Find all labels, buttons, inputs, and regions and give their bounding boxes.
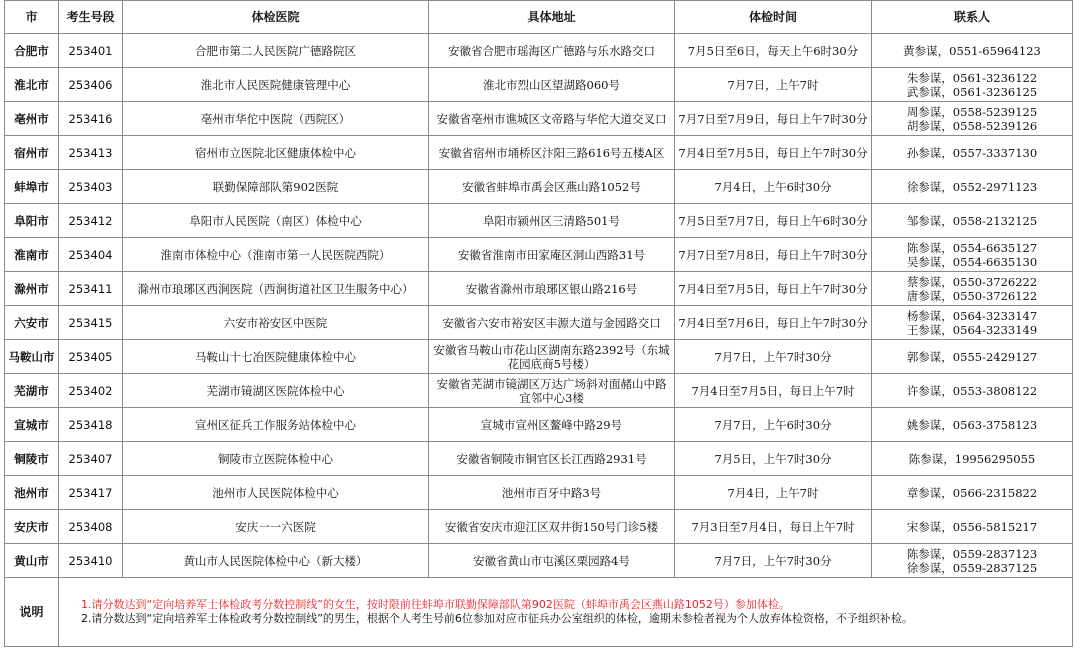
row-hospital: 亳州市华佗中医院（西院区）	[123, 102, 429, 136]
row-time: 7月4日至7月5日，每日上午7时	[675, 374, 872, 408]
header-contact: 联系人	[872, 1, 1073, 34]
contact-entry: 朱参谋，0561-3236122	[906, 70, 1038, 85]
row-hospital: 马鞍山十七冶医院健康体检中心	[123, 340, 429, 374]
header-row	[5, 1, 1073, 34]
row-hospital: 铜陵市立医院体检中心	[123, 442, 429, 476]
row-hospital: 安庆一一六医院	[123, 510, 429, 544]
row-address: 安徽省淮南市田家庵区洞山西路31号	[429, 238, 675, 272]
row-hospital: 淮北市人民医院健康管理中心	[123, 68, 429, 102]
row-hospital: 滁州市琅琊区西涧医院（西涧街道社区卫生服务中心）	[123, 272, 429, 306]
row-city: 蚌埠市	[5, 170, 59, 204]
row-time: 7月7日，上午7时30分	[675, 544, 872, 578]
row-hospital: 黄山市人民医院体检中心（新大楼）	[123, 544, 429, 578]
row-city: 马鞍山市	[5, 340, 59, 374]
contact-entry: 陈参谋，0554-6635127	[906, 240, 1038, 255]
header-code-range: 考生号段	[59, 1, 123, 34]
row-contacts	[872, 68, 1073, 102]
table-row	[5, 34, 1073, 68]
contact-entry: 徐参谋，0552-2971123	[906, 179, 1038, 194]
row-city: 安庆市	[5, 510, 59, 544]
contact-entry: 黄参谋，0551-65964123	[903, 43, 1041, 58]
row-address: 安徽省黄山市屯溪区栗园路4号	[429, 544, 675, 578]
row-contacts	[872, 238, 1073, 272]
row-code: 253418	[59, 408, 123, 442]
table-row	[5, 306, 1073, 340]
row-code: 253416	[59, 102, 123, 136]
contact-entry: 蔡参谋，0550-3726222	[906, 274, 1038, 289]
contact-entry: 孙参谋，0557-3337130	[906, 145, 1038, 160]
header-time: 体检时间	[675, 1, 872, 34]
row-city: 宣城市	[5, 408, 59, 442]
row-time: 7月4日，上午7时	[675, 476, 872, 510]
note-line-1: 1.请分数达到“定向培养军士体检政考分数控制线”的女生，按时限前往蚌埠市联勤保障部队第902医院（蚌埠市禹会区燕山路1052号）参加体检。	[81, 598, 790, 611]
row-code: 253408	[59, 510, 123, 544]
row-code: 253407	[59, 442, 123, 476]
row-hospital: 宣州区征兵工作服务站体检中心	[123, 408, 429, 442]
row-hospital: 合肥市第二人民医院广德路院区	[123, 34, 429, 68]
row-time: 7月4日至7月5日，每日上午7时30分	[675, 136, 872, 170]
exam-schedule-table	[4, 0, 1073, 647]
row-time: 7月4日至7月6日，每日上午7时30分	[675, 306, 872, 340]
table-row	[5, 544, 1073, 578]
contact-entry: 宋参谋，0556-5815217	[906, 519, 1038, 534]
row-contacts	[872, 34, 1073, 68]
row-time: 7月5日至6日，每天上午6时30分	[675, 34, 872, 68]
row-code: 253401	[59, 34, 123, 68]
row-hospital: 宿州市立医院北区健康体检中心	[123, 136, 429, 170]
row-address: 安徽省马鞍山市花山区湖南东路2392号（东城花园底商5号楼）	[429, 340, 675, 374]
row-time: 7月7日至7月8日，每日上午7时30分	[675, 238, 872, 272]
row-time: 7月4日至7月5日，每日上午7时30分	[675, 272, 872, 306]
row-time: 7月7日，上午7时	[675, 68, 872, 102]
row-code: 253413	[59, 136, 123, 170]
table-row	[5, 68, 1073, 102]
contact-entry: 吴参谋，0554-6635130	[906, 254, 1038, 269]
row-address: 安徽省安庆市迎江区双井街150号门诊5楼	[429, 510, 675, 544]
notes-label: 说明	[5, 578, 59, 647]
row-contacts	[872, 442, 1073, 476]
row-hospital: 联勤保障部队第902医院	[123, 170, 429, 204]
contact-entry: 周参谋，0558-5239125	[906, 104, 1038, 119]
contact-entry: 唐参谋，0550-3726122	[906, 288, 1038, 303]
row-time: 7月7日，上午6时30分	[675, 408, 872, 442]
contact-entry: 武参谋，0561-3236125	[906, 84, 1038, 99]
note-line-2: 2.请分数达到“定向培养军士体检政考分数控制线”的男生，根据个人考生号前6位参加对应市征兵办公室组织的体检，逾期未参检者视为个人放弃体检资格，不予组织补检。	[81, 612, 913, 625]
row-time: 7月7日至7月9日，每日上午7时30分	[675, 102, 872, 136]
row-code: 253415	[59, 306, 123, 340]
row-city: 淮北市	[5, 68, 59, 102]
table-body	[5, 34, 1073, 578]
row-contacts	[872, 476, 1073, 510]
row-contacts	[872, 544, 1073, 578]
contact-entry: 许参谋，0553-3808122	[906, 383, 1038, 398]
contact-entry: 杨参谋，0564-3233147	[906, 308, 1038, 323]
contact-entry: 陈参谋，19956295055	[908, 451, 1036, 466]
notes-content	[59, 578, 1073, 647]
row-address: 阜阳市颍州区三清路501号	[429, 204, 675, 238]
row-code: 253405	[59, 340, 123, 374]
row-city: 合肥市	[5, 34, 59, 68]
row-contacts	[872, 374, 1073, 408]
row-time: 7月5日，上午7时30分	[675, 442, 872, 476]
contact-entry: 姚参谋，0563-3758123	[906, 417, 1038, 432]
row-contacts	[872, 102, 1073, 136]
table-row	[5, 102, 1073, 136]
row-city: 阜阳市	[5, 204, 59, 238]
header-hospital: 体检医院	[123, 1, 429, 34]
row-address: 池州市百牙中路3号	[429, 476, 675, 510]
table-row	[5, 510, 1073, 544]
row-city: 池州市	[5, 476, 59, 510]
row-code: 253402	[59, 374, 123, 408]
row-contacts	[872, 204, 1073, 238]
row-address: 安徽省芜湖市镜湖区万达广场斜对面赭山中路宜邻中心3楼	[429, 374, 675, 408]
table-row	[5, 374, 1073, 408]
row-contacts	[872, 408, 1073, 442]
row-code: 253412	[59, 204, 123, 238]
row-city: 滁州市	[5, 272, 59, 306]
row-code: 253404	[59, 238, 123, 272]
row-contacts	[872, 272, 1073, 306]
row-city: 芜湖市	[5, 374, 59, 408]
row-contacts	[872, 170, 1073, 204]
contact-entry: 章参谋，0566-2315822	[906, 485, 1038, 500]
row-code: 253417	[59, 476, 123, 510]
contact-entry: 邹参谋，0558-2132125	[906, 213, 1038, 228]
row-address: 宣城市宣州区鳌峰中路29号	[429, 408, 675, 442]
row-hospital: 芜湖市镜湖区医院体检中心	[123, 374, 429, 408]
row-contacts	[872, 136, 1073, 170]
row-city: 淮南市	[5, 238, 59, 272]
row-address: 安徽省铜陵市铜官区长江西路2931号	[429, 442, 675, 476]
row-time: 7月5日至7月7日，每日上午6时30分	[675, 204, 872, 238]
row-contacts	[872, 340, 1073, 374]
table-row	[5, 204, 1073, 238]
table-row	[5, 340, 1073, 374]
table-row	[5, 136, 1073, 170]
row-hospital: 淮南市体检中心（淮南市第一人民医院西院）	[123, 238, 429, 272]
row-time: 7月4日，上午6时30分	[675, 170, 872, 204]
row-hospital: 池州市人民医院体检中心	[123, 476, 429, 510]
row-contacts	[872, 306, 1073, 340]
header-address: 具体地址	[429, 1, 675, 34]
row-address: 安徽省蚌埠市禹会区燕山路1052号	[429, 170, 675, 204]
row-code: 253411	[59, 272, 123, 306]
table-row	[5, 170, 1073, 204]
row-hospital: 阜阳市人民医院（南区）体检中心	[123, 204, 429, 238]
table-row	[5, 238, 1073, 272]
row-city: 黄山市	[5, 544, 59, 578]
row-contacts	[872, 510, 1073, 544]
row-hospital: 六安市裕安区中医院	[123, 306, 429, 340]
row-address: 安徽省六安市裕安区丰源大道与金园路交口	[429, 306, 675, 340]
contact-entry: 胡参谋，0558-5239126	[906, 118, 1038, 133]
contact-entry: 徐参谋，0559-2837125	[906, 560, 1038, 575]
contact-entry: 王参谋，0564-3233149	[906, 322, 1038, 337]
row-time: 7月7日，上午7时30分	[675, 340, 872, 374]
row-city: 六安市	[5, 306, 59, 340]
table-row	[5, 272, 1073, 306]
row-code: 253406	[59, 68, 123, 102]
row-city: 亳州市	[5, 102, 59, 136]
row-code: 253410	[59, 544, 123, 578]
row-address: 安徽省亳州市谯城区文帝路与华佗大道交叉口	[429, 102, 675, 136]
table-row	[5, 408, 1073, 442]
row-address: 安徽省宿州市埇桥区汴阳三路616号五楼A区	[429, 136, 675, 170]
header-city: 市	[5, 1, 59, 34]
contact-entry: 郭参谋，0555-2429127	[906, 349, 1038, 364]
table-row	[5, 476, 1073, 510]
row-address: 安徽省滁州市琅琊区银山路216号	[429, 272, 675, 306]
row-time: 7月3日至7月4日，每日上午7时	[675, 510, 872, 544]
row-city: 宿州市	[5, 136, 59, 170]
contact-entry: 陈参谋，0559-2837123	[906, 546, 1038, 561]
notes-row	[5, 578, 1073, 647]
table-row	[5, 442, 1073, 476]
row-code: 253403	[59, 170, 123, 204]
row-address: 淮北市烈山区望湖路060号	[429, 68, 675, 102]
row-address: 安徽省合肥市瑶海区广德路与乐水路交口	[429, 34, 675, 68]
row-city: 铜陵市	[5, 442, 59, 476]
